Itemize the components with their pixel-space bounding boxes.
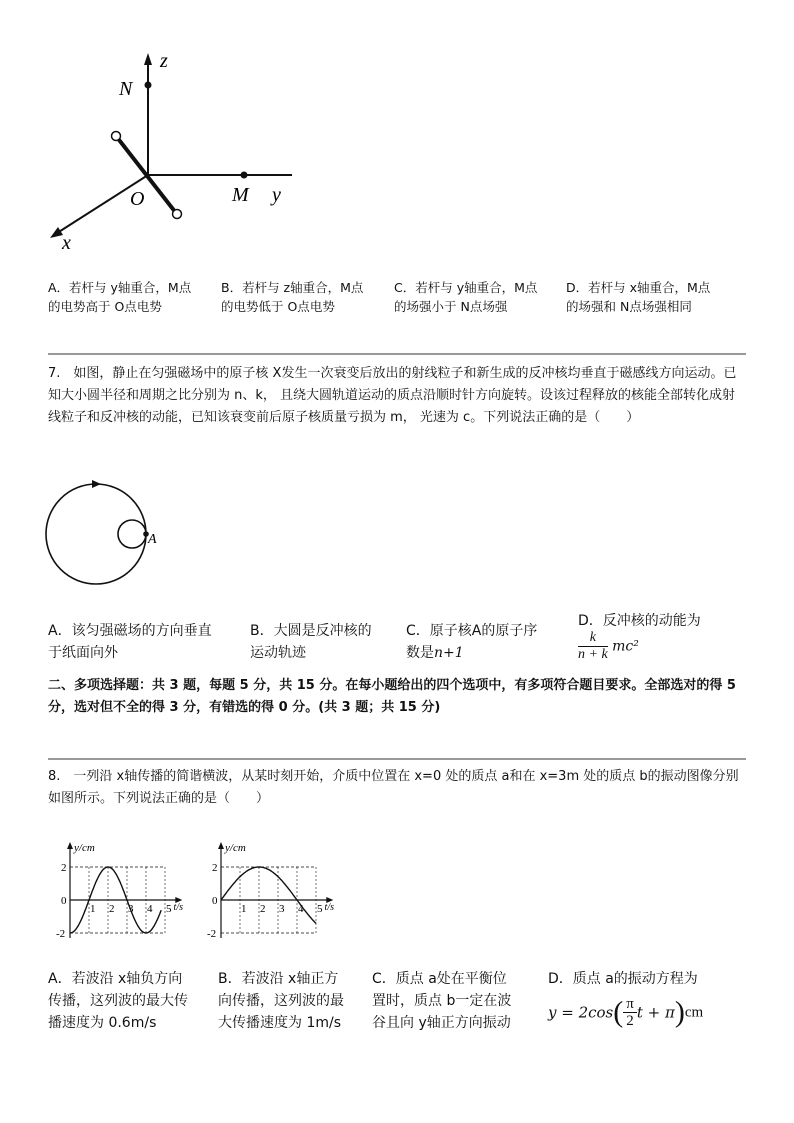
label-z: z <box>160 50 168 72</box>
label-O: O <box>130 188 145 210</box>
q6-option-c-line2: 的场强小于 N点场强 <box>394 299 508 314</box>
z-arrow <box>144 53 152 65</box>
q7-option-d-fraction <box>578 630 608 663</box>
q8-option-d-line1: D．质点 a的振动方程为 <box>548 971 698 987</box>
q8-stem: 8. 一列沿 x轴传播的简谐横波，从某时刻开始，介质中位置在 x=0 处的质点 a和在 x=3m 处的质点 b的振动图像分别如图所示。下列说法正确的是（ ） <box>48 769 739 806</box>
q7-option-b-line1: B．大圆是反冲核的 <box>250 623 372 639</box>
rod-end-top <box>112 132 121 141</box>
q7-circles-figure <box>44 478 174 590</box>
b-tick-y-neg2: -2 <box>207 928 217 940</box>
q8-eq-mid: t + π <box>636 1003 675 1022</box>
q7-option-d-line1: D．反冲核的动能为 <box>578 613 701 629</box>
rod-end-bottom <box>173 210 182 219</box>
clockwise-arrow <box>92 480 101 488</box>
coordinate-figure <box>40 45 300 255</box>
q6-option-a-line2: 的电势高于 O点电势 <box>48 299 162 314</box>
q6-option-d[interactable] <box>566 278 746 316</box>
q7-option-a-line1: A．该匀强磁场的方向垂直 <box>48 623 212 639</box>
q8-option-b-line1: B．若波沿 x轴正方 <box>218 971 339 987</box>
divider-1 <box>48 353 746 355</box>
q6-option-d-line2: 的场强和 N点场强相同 <box>566 299 692 314</box>
q8-option-b[interactable] <box>218 968 370 1034</box>
label-y: y <box>272 184 281 206</box>
q8-eq-paren-open: ( <box>613 995 624 1029</box>
a-tick-x-4: 4 <box>147 903 153 915</box>
q7-option-b-line2: 运动轨迹 <box>250 645 306 661</box>
q7-option-c-line2 <box>406 642 576 664</box>
vibration-graph-b <box>195 838 355 942</box>
a-tick-y-neg2: -2 <box>56 928 66 940</box>
b-x-axis-label: t/s <box>324 902 335 913</box>
label-x: x <box>62 232 71 254</box>
q7-option-d-denominator: n + k <box>578 647 608 662</box>
q6-option-d-line1: D．若杆与 x轴重合，M点 <box>566 280 711 295</box>
a-y-axis-label: y/cm <box>74 842 95 854</box>
q8-option-c-line1: C．质点 a处在平衡位 <box>372 971 507 987</box>
q6-option-a[interactable] <box>48 278 220 316</box>
q8-eq-left: y = 2cos <box>548 1003 614 1022</box>
q7-option-c-math: n+1 <box>434 645 464 661</box>
label-N: N <box>119 78 133 100</box>
q8-eq-denominator: 2 <box>626 1013 634 1029</box>
q8-option-a-line1: A．若波沿 x轴负方向 <box>48 971 183 987</box>
q8-option-b-line3: 大传播速度为 1m/s <box>218 1015 342 1031</box>
point-N <box>145 82 152 89</box>
q8-option-a-line3: 播速度为 0.6m/s <box>48 1015 157 1031</box>
b-tick-x-4: 4 <box>298 903 304 915</box>
q7-option-a[interactable] <box>48 620 248 664</box>
b-tick-x-5: 5 <box>317 903 323 915</box>
q6-option-b-line1: B．若杆与 z轴重合，M点 <box>221 280 364 295</box>
small-circle <box>118 520 146 548</box>
label-M: M <box>232 184 249 206</box>
q6-option-c[interactable] <box>394 278 566 316</box>
large-circle <box>46 484 146 584</box>
q8-option-b-line2: 向传播，这列波的最 <box>218 993 344 1009</box>
q8-eq-unit: cm <box>684 1004 704 1021</box>
q6-option-b-line2: 的电势低于 O点电势 <box>221 299 335 314</box>
b-tick-y-0: 0 <box>212 895 218 907</box>
divider-2 <box>48 758 746 760</box>
q8-option-c-line3: 谷且向 y轴正方向振动 <box>372 1015 511 1031</box>
label-A: A <box>148 532 157 547</box>
q7-option-d[interactable] <box>578 610 748 663</box>
q8-option-d-equation <box>548 996 748 1029</box>
a-tick-y-0: 0 <box>61 895 67 907</box>
q7-option-c[interactable] <box>406 620 576 664</box>
q7-option-c-prefix: 数是 <box>406 645 434 661</box>
q8-option-c-line2: 置时，质点 b一定在波 <box>372 993 512 1009</box>
b-tick-x-1: 1 <box>241 903 247 915</box>
q7-option-d-tail: mc² <box>612 638 639 655</box>
q8-eq-fraction <box>623 996 637 1029</box>
q8-eq-paren-close: ) <box>674 995 685 1029</box>
section-2-header: 二、多项选择题：共 3 题，每题 5 分，共 15 分。在每小题给出的四个选项中，有多项符合题目要求。全部选对的得 5 分，选对但不全的得 3 分，有错选的得 0 分。(共 3 题；共 15 分) <box>48 678 736 715</box>
q7-option-d-numerator: k <box>578 630 608 647</box>
q8-option-d[interactable] <box>548 968 748 1029</box>
a-tick-x-1: 1 <box>90 903 96 915</box>
q6-option-b[interactable] <box>221 278 393 316</box>
vibration-graph-a <box>44 838 204 942</box>
b-tick-x-2: 2 <box>260 903 266 915</box>
a-tick-y-2: 2 <box>61 862 67 874</box>
q7-option-d-formula <box>578 630 748 663</box>
q8-option-c[interactable] <box>372 968 544 1034</box>
q7-option-a-line2: 于纸面向外 <box>48 645 118 661</box>
q8-option-a[interactable] <box>48 968 216 1034</box>
q6-option-c-line1: C．若杆与 y轴重合，M点 <box>394 280 538 295</box>
b-y-arrow <box>218 842 224 849</box>
q7-option-c-line1: C．原子核A的原子序 <box>406 623 538 639</box>
q6-option-a-line1: A．若杆与 y轴重合，M点 <box>48 280 192 295</box>
b-tick-y-2: 2 <box>212 862 218 874</box>
q7-stem: 7. 如图，静止在匀强磁场中的原子核 X发生一次衰变后放出的射线粒子和新生成的反冲核均垂直于磁感线方向运动。已知大小圆半径和周期之比分别为 n、k， 且绕大圆轨道运动的质点沿顺时针方向旋转。设该过程释放的核能全部转化成射线粒子和反冲核的动能，已知该衰变前后原子核质量亏损为 m， 光速为 c。下列说法正确的是（ ） <box>48 366 737 425</box>
q7-option-b[interactable] <box>250 620 400 664</box>
q8-option-a-line2: 传播，这列波的最大传 <box>48 993 188 1009</box>
a-x-axis-label: t/s <box>173 902 184 913</box>
a-tick-x-5: 5 <box>166 903 172 915</box>
a-tick-x-3: 3 <box>128 903 134 915</box>
point-M <box>241 172 248 179</box>
a-tick-x-2: 2 <box>109 903 115 915</box>
b-y-axis-label: y/cm <box>225 842 246 854</box>
a-y-arrow <box>67 842 73 849</box>
b-tick-x-3: 3 <box>279 903 285 915</box>
q8-eq-numerator: π <box>623 996 637 1013</box>
